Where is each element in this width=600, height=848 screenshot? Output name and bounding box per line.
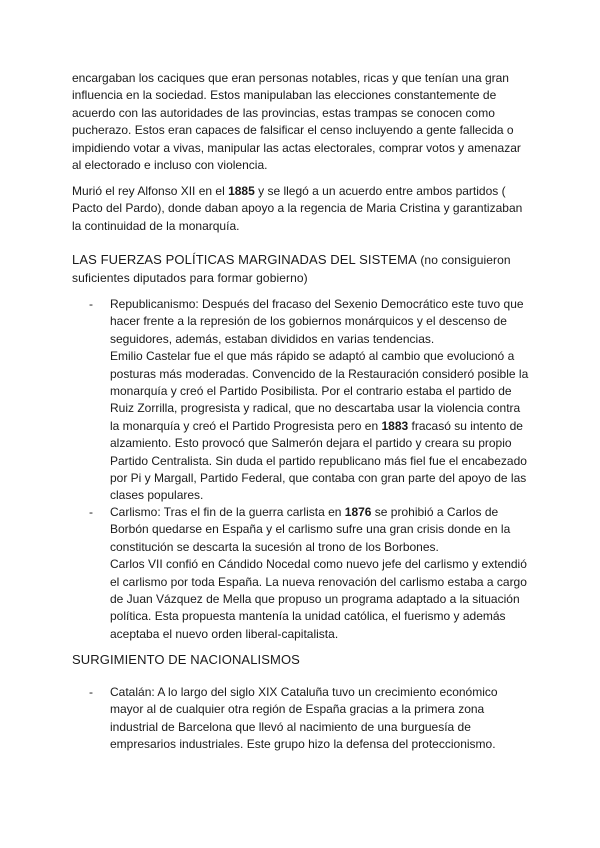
carlismo-paragraph-1 [110,504,532,556]
carlismo-text-before: Carlismo: Tras el fin de la guerra carlista en [110,505,345,519]
republicanismo-paragraph-2 [110,348,532,505]
catalan-paragraph-1: Catalán: A lo largo del siglo XIX Cataluña tuvo un crecimiento económico mayor al de cualquier otra región de España gracias a la primera zona industrial de Barcelona que llevó al nacimiento de una burguesía de empresarios industriales. Este grupo hizo la defensa del proteccionismo. [110,685,498,752]
pact-text-after: y se llegó a un acuerdo entre ambos partidos ( Pacto del Pardo), donde daban apoyo a la regencia de Maria Cristina y garantizaban la continuidad de la monarquía. [72,184,523,233]
section-title: LAS FUERZAS POLÍTICAS MARGINADAS DEL SISTEMA [72,252,417,267]
list-item-catalan [72,684,532,754]
bullet-dash: - [89,685,93,699]
republicanismo-text-before: Emilio Castelar fue el que más rápido se adaptó al cambio que evolucionó a posturas más moderadas. Convencido de la Restauración consideró posible la monarquía y creó el Partido Posibilista. Por el contrario estaba el partido de Ruiz Zorrilla, progresista y radical, que no descartaba usar la violencia contra la monarquía y creó el Partido Progresista pero en [110,349,529,433]
section-subtitle: (no consiguieron suficientes diputados para formar gobierno) [72,253,511,285]
section-heading-marginadas [72,251,532,287]
pact-year: 1885 [228,184,255,198]
bullet-dash: - [89,505,93,519]
list-item-carlismo [72,504,532,643]
list-item-republicanismo [72,296,532,505]
intro-text: encargaban los caciques que eran personas notables, ricas y que tenían una gran influencia en la sociedad. Estos manipulaban las elecciones constantemente de acuerdo con las autoridades de las provincias, estas trampas se conocen como pucherazo. Estos eran capaces de falsificar el censo incluyendo a gente fallecida o impidiendo votar a vivas, manipular las actas electorales, comprar votos y amenazar al electorado e incluso con violencia. [72,71,521,173]
bullet-dash: - [89,297,93,311]
republicanismo-text-after: fracasó su intento de alzamiento. Esto provocó que Salmerón dejara el partido y creara su propio Partido Centralista. Sin duda el partido republicano más fiel fue el encabezado por Pi y Margall, Partido Federal, que contaba con gran parte del apoyo de las clases populares. [110,418,527,503]
pact-text-before: Murió el rey Alfonso XII en el [72,184,229,198]
intro-paragraph [72,70,532,174]
carlismo-paragraph-2: Carlos VII confió en Cándido Nocedal como nuevo jefe del carlismo y extendió el carlismo por toda España. La nueva renovación del carlismo estaba a cargo de Juan Vázquez de Mella que propuso un programa adaptado a la situación política. Esta propuesta mantenía la unidad católica, el fuerismo y además aceptaba el nuevo orden liberal-capitalista. [110,557,527,641]
republicanismo-paragraph-1: Republicanismo: Después del fracaso del Sexenio Democrático este tuvo que hacer frente a la represión de los gobiernos monárquicos y el descenso de seguidores, además, estaban divididos en varias tendencias. [110,297,524,346]
carlismo-year: 1876 [344,505,372,519]
republicanismo-year: 1883 [381,418,409,433]
carlismo-text-after: se prohibió a Carlos de Borbón quedarse en España y el carlismo sufre una gran crisis donde en la constitución se descarta la sucesión al trono de los Borbones. [110,505,511,554]
pact-paragraph [72,183,532,235]
section-title: SURGIMIENTO DE NACIONALISMOS [72,652,300,667]
section-heading-nacionalismos [72,651,532,669]
